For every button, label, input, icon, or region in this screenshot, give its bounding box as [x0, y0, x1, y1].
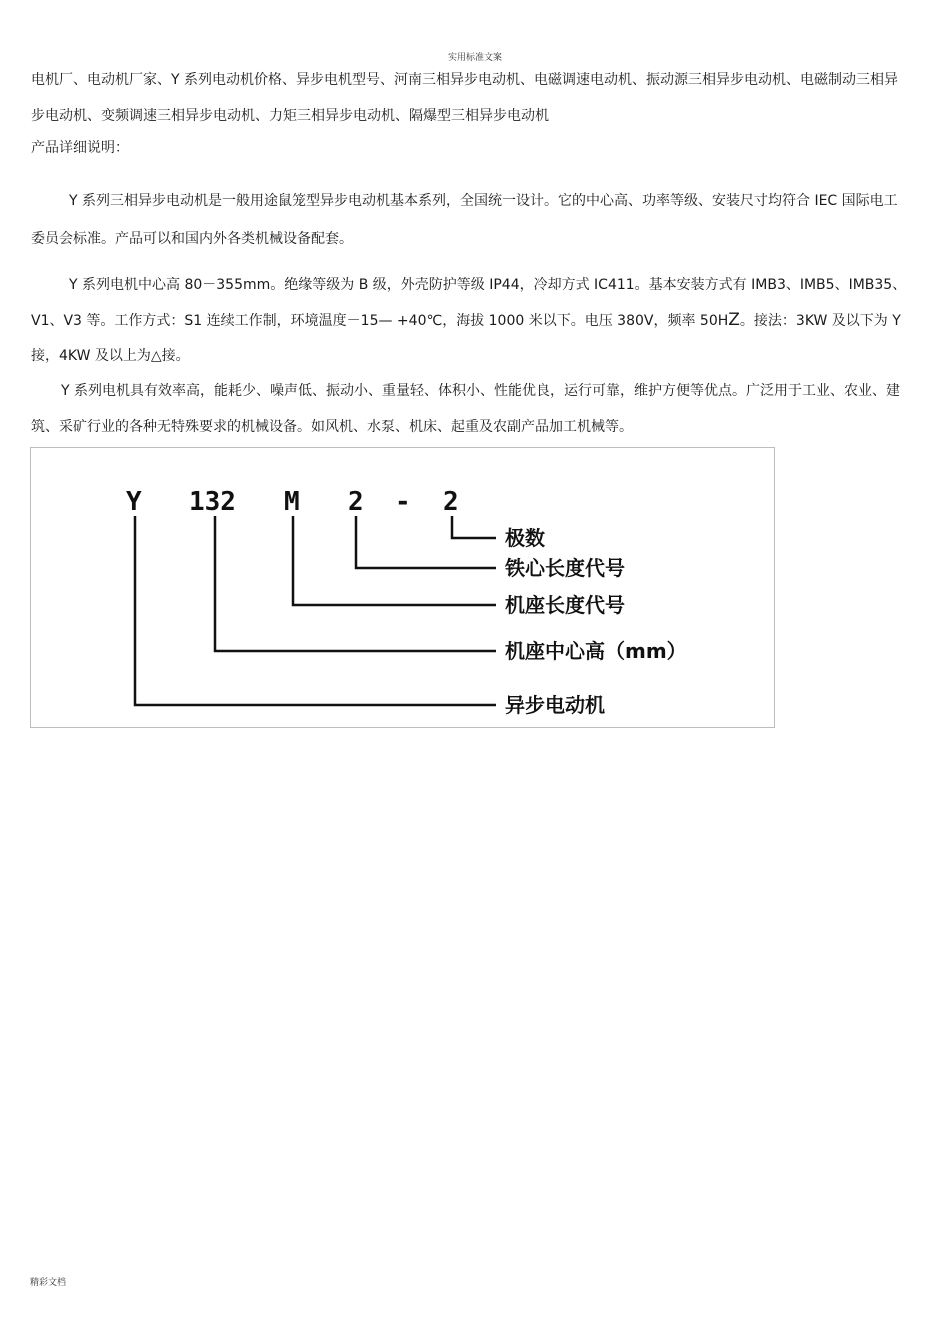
specs-text-b: 。接法：3KW 及以下为 Y 接，4KW 及以上为△接。 [31, 313, 901, 364]
label-poles: 极数 [505, 526, 545, 550]
label-center-height: 机座中心高（mm） [505, 639, 687, 663]
model-code-svg [31, 448, 774, 727]
code-frame-length: M [284, 487, 300, 517]
page-footer: 精彩文档 [30, 1278, 67, 1288]
page-header: 实用标准文案 [447, 53, 502, 63]
code-series: Y [126, 487, 142, 517]
code-core-length: 2 [348, 487, 364, 517]
specs-text-z: Z [728, 310, 740, 330]
specs-paragraph [31, 268, 911, 374]
model-code-diagram [30, 447, 775, 728]
details-heading: 产品详细说明： [31, 140, 129, 156]
specs-text-a: Y 系列电机中心高 80－355mm。绝缘等级为 B 级，外壳防护等级 IP44，冷却方式 IC411。基本安装方式有 IMB3、IMB5、IMB35、V1、V3 等。工作方式：S1 连续工作制，环境温度－15— +40℃，海拔 1000 米以下。电压 380V，频率 50H [31, 277, 907, 329]
intro-paragraph: Y 系列三相异步电动机是一般用途鼠笼型异步电动机基本系列，全国统一设计。它的中心高、功率等级、安装尺寸均符合 IEC 国际电工委员会标准。产品可以和国内外各类机械设备配套。 [31, 193, 898, 247]
advantages-paragraph: Y 系列电机具有效率高，能耗少、噪声低、振动小、重量轻、体积小、性能优良，运行可靠，维护方便等优点。广泛用于工业、农业、建筑、采矿行业的各种无特殊要求的机械设备。如风机、水泵、机床、起重及农副产品加工机械等。 [31, 383, 900, 435]
label-frame-length: 机座长度代号 [505, 593, 625, 617]
leader-frame-length [293, 516, 496, 605]
keywords-paragraph: 电机厂、电动机厂家、Y 系列电动机价格、异步电机型号、河南三相异步电动机、电磁调速电动机、振动源三相异步电动机、电磁制动三相异步电动机、变频调速三相异步电动机、力矩三相异步电动机、隔爆型三相异步电动机 [31, 72, 898, 124]
leader-poles [452, 516, 496, 538]
leader-series [135, 516, 496, 705]
label-series: 异步电动机 [505, 693, 605, 717]
code-center-height: 132 [189, 487, 236, 517]
code-poles: 2 [443, 487, 459, 517]
leader-core-length [356, 516, 496, 568]
code-dash: - [395, 487, 411, 517]
label-core-length: 铁心长度代号 [505, 556, 625, 580]
